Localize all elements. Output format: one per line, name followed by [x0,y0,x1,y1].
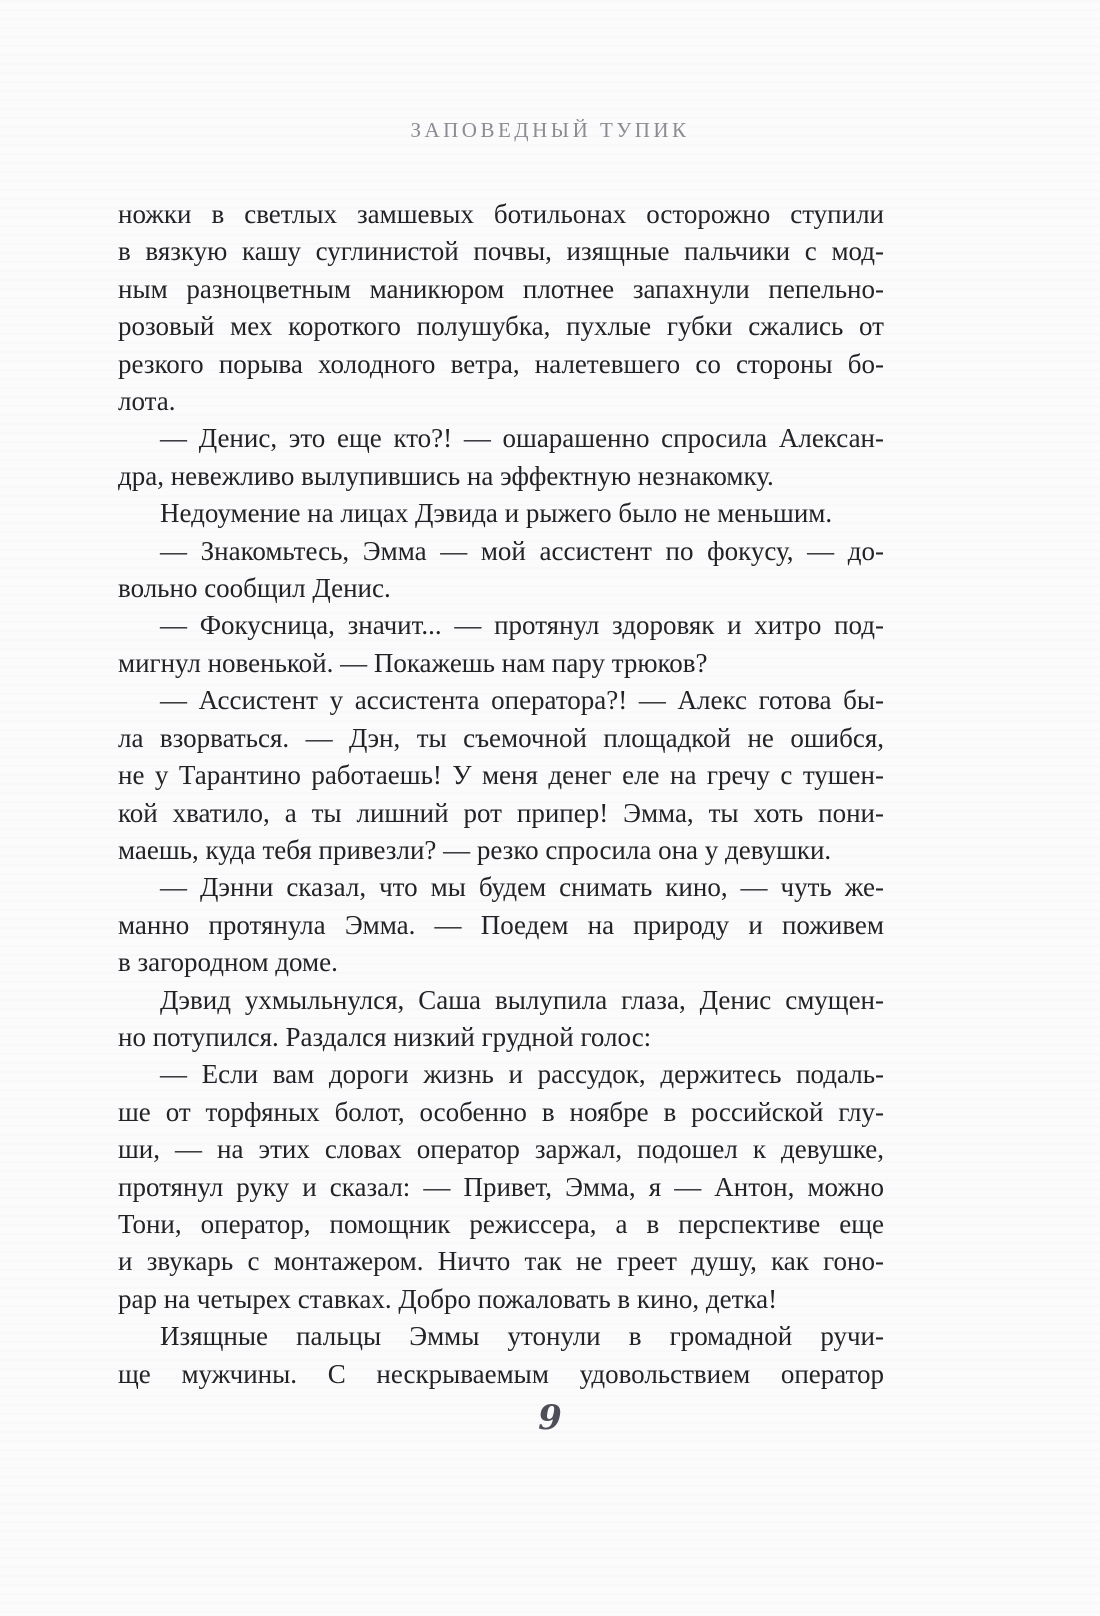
text-line: — Дэнни сказал, что мы будем снимать кино, — чуть же- [160,872,884,903]
text-line: но потупился. Раздался низкий грудной голос: [118,1021,652,1052]
text-line: лота. [118,386,176,417]
text-line: дра, невежливо вылупившись на эффектную незнакомку. [118,460,774,491]
text-line: — Знакомьтесь, Эмма — мой ассистент по фокусу, — до- [160,535,884,566]
text-line: Дэвид ухмыльнулся, Саша вылупила глаза, Денис смущен- [160,984,884,1015]
paragraph [118,1056,884,1318]
paragraph [118,982,884,1057]
text-line: ножки в светлых замшевых ботильонах осторожно ступили [118,199,884,229]
text-line: — Фокусница, значит... — протянул здоровяк и хитро под- [160,610,884,641]
paragraph [118,1318,884,1393]
text-line: кой хватило, а ты лишний рот припер! Эмма, ты хоть пони- [118,797,884,828]
paragraph [118,196,884,420]
text-line: вольно сообщил Денис. [118,573,391,604]
text-line: маешь, куда тебя привезли? — резко спросила она у девушки. [118,834,832,865]
text-line: протянул руку и сказал: — Привет, Эмма, я — Антон, можно [118,1171,884,1202]
text-line: в загородном доме. [118,947,338,978]
text-line: рар на четырех ставках. Добро пожаловать в кино, детка! [118,1283,778,1314]
text-line: — Ассистент у ассистента оператора?! — Алекс готова бы- [160,685,884,716]
text-line: и звукарь с монтажером. Ничто так не греет душу, как гоно- [118,1246,884,1277]
text-line: Недоумение на лицах Дэвида и рыжего было не меньшим. [160,498,833,529]
text-line: — Если вам дороги жизнь и рассудок, держитесь подаль- [160,1059,884,1090]
text-line: ще мужчины. С нескрываемым удовольствием оператор [118,1358,884,1389]
text-line: розовый мех короткого полушубка, пухлые губки сжались от [118,311,884,342]
text-line: ше от торфяных болот, особенно в ноябре в российской глу- [118,1096,884,1127]
text-line: — Денис, это еще кто?! — ошарашенно спросила Алексан- [160,423,884,454]
text-line: ши, — на этих словах оператор заржал, подошел к девушке, [118,1134,884,1165]
text-line: Тони, оператор, помощник режиссера, а в перспективе еще [118,1208,884,1239]
text-line: ным разноцветным маникюром плотнее запахнули пепельно- [118,273,884,304]
text-line: не у Тарантино работаешь! У меня денег еле на гречу с тушен- [118,760,884,791]
text-line: манно протянула Эмма. — Поедем на природу и поживем [118,909,884,940]
text-line: ла взорваться. — Дэн, ты съемочной площадкой не ошибся, [118,722,884,753]
text-line: мигнул новенькой. — Покажешь нам пару трюков? [118,647,708,678]
text-line: Изящные пальцы Эммы утонули в громадной ручи- [160,1321,884,1352]
paragraph [118,533,884,608]
paragraph [118,869,884,981]
page-number: 9 [538,1398,562,1438]
text-block [118,196,884,1393]
paragraph [118,607,884,682]
paragraph [118,420,884,495]
paragraph [118,495,884,532]
paragraph [118,682,884,869]
text-line: резкого порыва холодного ветра, налетевшего со стороны бо- [118,348,884,379]
text-line: в вязкую кашу суглинистой почвы, изящные пальчики с мод- [118,236,884,267]
running-header: ЗАПОВЕДНЫЙ ТУПИК [410,118,690,142]
